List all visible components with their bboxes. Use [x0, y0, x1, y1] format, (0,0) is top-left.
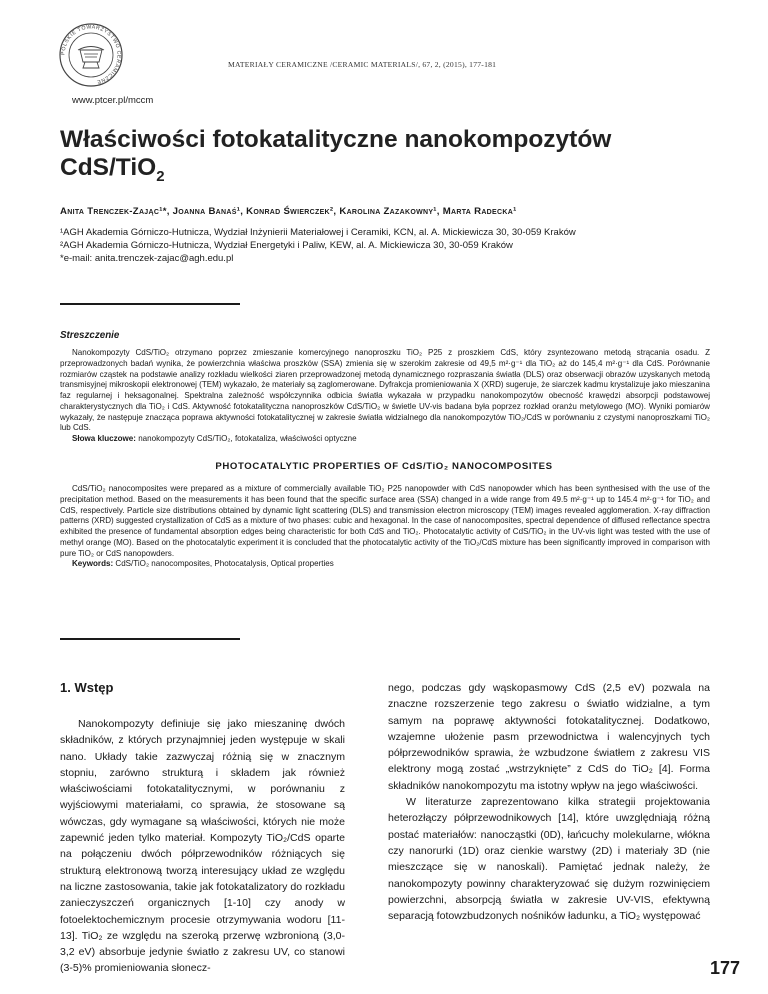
column-right: [388, 680, 710, 924]
journal-header: MATERIAŁY CERAMICZNE /CERAMIC MATERIALS/, 67, 2, (2015), 177-181: [228, 60, 497, 69]
abstract-heading-en: PHOTOCATALYTIC PROPERTIES OF CdS/TiO₂ NANOCOMPOSITES: [215, 461, 553, 472]
section-heading: 1. Wstęp: [60, 680, 114, 695]
title-subscript: 2: [156, 167, 165, 185]
keywords-pl-label: Słowa kluczowe:: [72, 434, 136, 443]
keywords-en-list: CdS/TiO₂ nanocomposites, Photocatalysis, Optical properties: [115, 559, 334, 569]
corresponding-email[interactable]: *e-mail: anita.trenczek-zajac@agh.edu.pl: [60, 253, 234, 265]
keywords-en-label: Keywords:: [72, 559, 114, 569]
divider-rule: [60, 303, 240, 305]
affiliation-1: ¹AGH Akademia Górniczo-Hutnicza, Wydział Inżynierii Materiałowej i Ceramiki, KCN, al. A. Mickiewicza 30, 30-059 Kraków: [60, 227, 576, 238]
intro-paragraph-3: W literaturze zaprezentowano kilka strategii projektowania heterozłączy półprzewodnikowych [14], które uwzględniają różną postać materiałów: nanocząstki (0D), łańcuchy molekularne, włókna czy nanorurki (1D) oraz cienkie warstwy (2D) i materiały 3D (nie mieszczące się w nanoskali). Pamiętać jednak należy, że nanokompozyty powinny charakteryzować się dużym rozwinięciem powierzchni, absorpcją światła w zakresie UV-VIS, efektywną separacją fotowzbudzonych nośników ładunku, a TiO₂ występować: [388, 796, 710, 923]
keywords-pl: [60, 434, 710, 445]
intro-paragraph-1: Nanokompozyty definiuje się jako mieszaninę dwóch składników, z których przynajmniej jeden występuje w skali nano. Układy takie zazwyczaj różnią się w znacznym stopniu, zarówno strukturą i składem jak również właściwościami fotokatalitycznymi, w porównaniu z wyjściowymi materiałami, co sprawia, że stosowane są wówczas, gdy wymagane są właściwości, których nie może zapewnić jeden tylko materiał. Kompozyty TiO₂/CdS oparte na połączeniu dwóch półprzewodników różniących się strukturą elektronową tworzą interesujący układ ze względu na liczne zastosowania, takie jak fotokatalizatory do rozkładu zanieczyszczeń organicznych [1-10] czy anody w fotoelektochemicznym procesie otrzymywania wodoru [11-13]. TiO₂ ze względu na szeroką przerwę wzbronioną (3,0-3,2 eV) absorbuje jedynie światło z zakresu UV, co stanowi (3-5)% promieniowania słonecz-: [60, 718, 345, 975]
affiliations: [60, 226, 710, 266]
page-number: 177: [709, 958, 740, 978]
article-title: [60, 126, 740, 191]
logo-ring-text: POLSKIE TOWARZYSTWO CERAMICZNE: [60, 24, 122, 85]
title-line-2: CdS/TiO: [60, 154, 157, 181]
divider-rule-2: [60, 638, 240, 640]
intro-paragraph-2: nego, podczas gdy wąskopasmowy CdS (2,5 eV) pozwala na znaczne rozszerzenie tego zakresu o światło widzialne, a tym samym na poprawę aktywności fotokatalitycznej. Dodatkowo, wzajemne ułożenie pasm przewodnictwa i walencyjnych tych półprzewodników sprawia, że wzbudzone światłem z zakresu VIS elektrony mogą zostać „wstrzyknięte” z CdS do TiO₂ [4]. Forma składników nanokompozytu ma istotny wpływ na jego właściwości.: [388, 682, 710, 792]
abstract-heading-pl: Streszczenie: [60, 330, 120, 341]
abstract-en-text: CdS/TiO₂ nanocomposites were prepared as a mixture of commercially available TiO₂ P25 nanopowder with CdS nanopowder which has been synthesised with the use of the precipitation method. Based on the measurements it has been found that the specific surface area (SSA) changed in a wide range from 49.5 m²·g⁻¹ up to 145.4 m²·g⁻¹ for TiO₂ and CdS, respectively. Particle size distributions obtained by dynamic light scattering (DLS) and transmission electron microscopy (TEM) images revealed agglomeration. X-ray diffraction patterns (XRD) suggested crystallization of CdS as a mixture of two phases: cubic and hexagonal. In the case of nanocomposites, spectral dependence of diffused reflectance spectra exhibited the presence of fundamental absorption edges being characteristic for both CdS and TiO₂. Photocatalytic activity of CdS/TiO₂ in the UV-vis light was tested with the use of methyl orange (MO). Based on the photocatalytic experiment it is concluded that the photocatalytic activity of the TiO₂/CdS mixture has been significantly improved in comparison with pure TiO₂ or CdS nanopowders.: [60, 484, 710, 558]
keywords-en: [60, 559, 710, 570]
abstract-pl: [60, 348, 710, 445]
affiliation-2: ²AGH Akademia Górniczo-Hutnicza, Wydział Energetyki i Paliw, KEW, al. A. Mickiewicza 30, 30-059 Kraków: [60, 240, 513, 252]
column-left: [60, 680, 345, 977]
keywords-pl-list: nanokompozyty CdS/TiO₂, fotokataliza, właściwości optyczne: [138, 434, 357, 443]
abstract-pl-text: Nanokompozyty CdS/TiO₂ otrzymano poprzez zmieszanie komercyjnego nanoproszku TiO₂ P25 z proszkiem CdS, który zsyntezowano metodą strącania osadu. Z przeprowadzonych badań wynika, że powierzchnia właściwa proszków (SSA) zmienia się w szerokim zakresie od 49,5 m²·g⁻¹ dla TiO₂ aż do 145,4 m²·g⁻¹ dla CdS. Porównanie rozmiarów cząstek na podstawie analizy rozkładu wielkości ziaren przeprowadzonej metodą dynamicznego rozpraszania światła (DLS) oraz obserwacji obrazów uzyskanych metodą transmisyjnej mikroskopii elektronowej (TEM) wykazało, że materiały są zaglomerowane. Dyfrakcja promieniowania X (XRD) sugeruje, że siarczek kadmu krystalizuje jako mieszanina faz regularnej i heksagonalnej. Spektralna zależność współczynnika odbicia światła wykazała w przypadku nanokompozytów obecność krawędzi absorpcji podstawowej charakterystycznych dla TiO₂ i CdS. Aktywność fotokatalityczna nanoproszków CdS/TiO₂ w świetle UV-vis badana była poprzez rozkład oranżu metylowego (MO). Wyniki pomiarów wykazały, że następuje znacząca poprawa aktywności fotokatalitycznej w zakresie światła widzialnego dla nanokompozytów TiO₂/CdS w porównaniu z czystymi nanoproszkami TiO₂ lub CdS.: [60, 348, 710, 433]
society-logo: [58, 22, 124, 88]
svg-text:POLSKIE TOWARZYSTWO CERAMICZNE: [60, 24, 121, 85]
author-list: Anita Trenczek-Zając¹*, Joanna Banaś¹, Konrad Świerczek², Karolina Zazakowny¹, Marta Radecka¹: [60, 206, 517, 217]
abstract-en: [60, 484, 710, 570]
journal-website[interactable]: www.ptcer.pl/mccm: [72, 95, 154, 106]
title-line-1: Właściwości fotokatalityczne nanokompozytów: [60, 126, 612, 153]
